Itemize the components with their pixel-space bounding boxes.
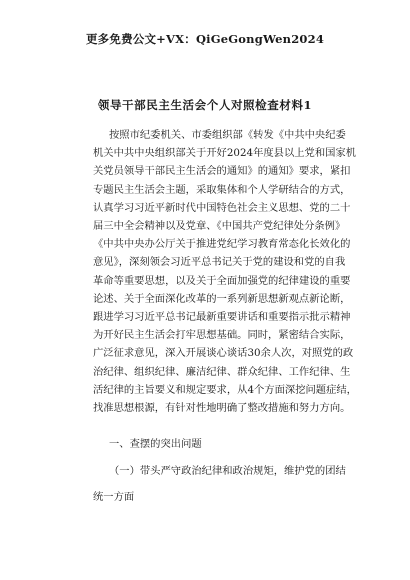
body-line: 《中共中央办公厅关于推进党纪学习教育常态化长效化的 [93, 238, 351, 250]
body-line: 论述、关于全面深化改革的一系列新思想新观点新论断， [93, 293, 351, 305]
body-line: 关党员领导干部民主生活会的通知》的通知》要求，紧扣 [93, 165, 351, 177]
document-title: 领导干部民主生活会个人对照检查材料1 [97, 98, 313, 112]
body-line: 为开好民主生活会打牢思想基础。同时，紧密结合实际， [93, 329, 351, 341]
promo-header: 更多免费公文+VX：QiGeGongWen2024 [85, 32, 325, 46]
body-line: 认真学习习近平新时代中国特色社会主义思想、党的二十 [93, 202, 351, 214]
subsection-heading-line2: 统一方面 [93, 491, 135, 503]
body-line: 跟进学习习近平总书记最新重要讲话和重要指示批示精神 [93, 311, 351, 323]
body-line: 按照市纪委机关、市委组织部《转发《中共中央纪委 [109, 129, 346, 141]
body-line: 专题民主生活会主题，采取集体和个人学研结合的方式， [93, 184, 351, 196]
body-line: 治纪律、组织纪律、廉洁纪律、群众纪律、工作纪律、生 [93, 366, 351, 378]
section-heading: 一、查摆的突出问题 [109, 438, 202, 450]
body-line: 找准思想根源，有针对性地明确了整改措施和努力方向。 [93, 402, 351, 414]
body-line: 届三中全会精神以及党章、《中国共产党纪律处分条例》 [93, 220, 346, 232]
body-line: 广泛征求意见，深入开展谈心谈话30余人次，对照党的政 [93, 347, 354, 359]
body-line: 革命等重要思想，以及关于全面加强党的纪律建设的重要 [93, 275, 351, 287]
body-line: 意见》，深刻领会习近平总书记关于党的建设和党的自我 [93, 256, 346, 268]
subsection-heading-line1: （一）带头严守政治纪律和政治规矩，维护党的团结 [109, 465, 346, 477]
body-line: 活纪律的主旨要义和规定要求，从4个方面深挖问题症结， [93, 384, 357, 396]
body-line: 机关中共中央组织部关于开好2024年度县以上党和国家机 [93, 147, 357, 159]
